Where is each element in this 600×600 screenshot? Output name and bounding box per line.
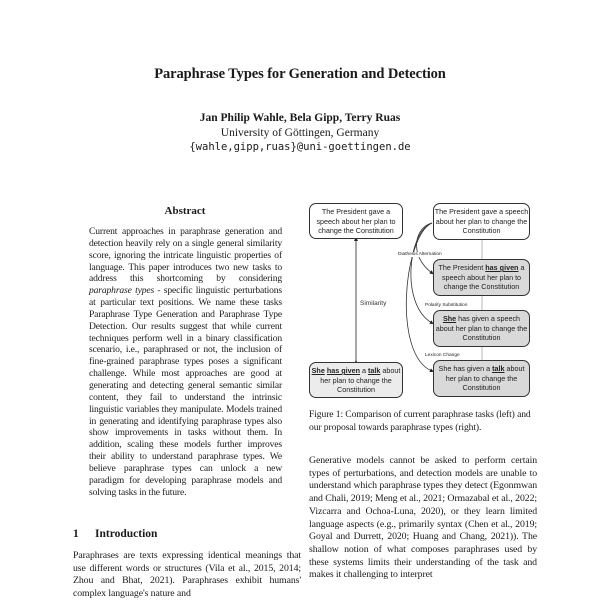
underlined-talk: talk <box>492 364 505 373</box>
right-diathesis-box <box>433 259 530 296</box>
edge-label-diathesis: Diathesis Alternation <box>398 252 442 257</box>
right-lexicon-box <box>433 360 530 397</box>
paper-email: {wahle,gipp,ruas}@uni-goettingen.de <box>189 141 411 153</box>
right-paragraph: Generative models cannot be asked to perform certain types of perturbations, and detection models are unable to understand which paraphrase types they detect (Egonmwan and Chali, 2019; Meng et al., 2021; Ormazabal et al., 2022; Vizcarra and Ochoa-Luna, 2020), or they learn limited language aspects (e.g., primarily syntax (Chen et al., 2019; Goyal and Durrett, 2020; Huang and Chang, 2021)). The shallow notion of what composes paraphrases used by these systems limits their understanding of the task and makes it challenging to interpret <box>309 455 537 581</box>
right-column-body <box>309 455 537 582</box>
paper-affiliation: University of Göttingen, Germany <box>220 127 380 139</box>
paper-authors: Jan Philip Wahle, Bela Gipp, Terry Ruas <box>199 112 401 124</box>
section-heading-introduction <box>73 528 157 540</box>
underlined-she: She <box>442 314 457 323</box>
left-paraphrase-box <box>309 362 403 398</box>
text-a: a <box>359 366 368 375</box>
underlined-she: She <box>311 366 325 375</box>
right-original-sentence-box: The President gave a speech about her plan to change the Constitution <box>433 203 530 240</box>
edge-label-polarity: Polarity Substitution <box>425 303 468 308</box>
text: about her plan to change the Constitution <box>445 364 525 393</box>
intro-paragraph: Paraphrases are texts expressing identical meanings that use different words or structures (Vila et al., 2015, 2014; Zhou and Bhat, 2021). Paraphrases exhibit humans' complex language's nature and <box>73 550 301 599</box>
right-polarity-box <box>433 310 530 347</box>
paper-title: Paraphrase Types for Generation and Detection <box>154 66 446 82</box>
underlined-has-given: has given <box>326 366 360 375</box>
introduction-body <box>73 550 301 600</box>
edge-label-lexicon: Lexicon Change <box>425 353 460 358</box>
text: She has given a <box>438 364 493 373</box>
underlined-talk: talk <box>367 366 381 375</box>
figure-caption: Figure 1: Comparison of current paraphrase tasks (left) and our proposal towards paraphrase types (right). <box>309 409 531 433</box>
similarity-label: Similarity <box>360 300 387 307</box>
abstract-text-2: - specific linguistic perturbations at particular text positions. We name these tasks Paraphrase Type Generation and Paraphrase Type Detection. Our results suggest that while current techniques perform well in a binary classification scenario, i.e., paraphrased or not, the inclusion of fine-grained paraphrase types poses a significant challenge. While most approaches are good at generating and detecting general semantic similar content, they fail to understand the intrinsic linguistic variables they manipulate. Models trained in generating and identifying paraphrase types also show improvements in tasks without them. In addition, scaling these models further improves their ability to understand paraphrase types. We believe paraphrase types can unlock a new paradigm for developing paraphrase models and solving tasks in the future. <box>89 285 282 498</box>
text-rest: about her plan to change the Constitution <box>320 366 401 395</box>
underlined-has-given: has given <box>485 263 519 272</box>
section-title: Introduction <box>95 528 158 540</box>
abstract-italic-term: paraphrase types <box>89 285 155 297</box>
text: a speech about her plan to change the Constitution <box>441 263 525 292</box>
figure-1-diagram <box>300 195 540 405</box>
text: has given a speech about her plan to change the Constitution <box>435 314 528 343</box>
text: The President <box>438 263 486 272</box>
abstract-heading: Abstract <box>164 205 206 217</box>
section-number: 1 <box>73 528 79 540</box>
abstract-text-1: Current approaches in paraphrase generation and detection heavily rely on a single general similarity score, ignoring the intricate linguistic properties of language. This paper introduces two new tasks to address this shortcoming by considering <box>89 226 282 285</box>
left-original-sentence-box: The President gave a speech about her plan to change the Constitution <box>309 203 403 239</box>
abstract-body <box>89 226 282 498</box>
